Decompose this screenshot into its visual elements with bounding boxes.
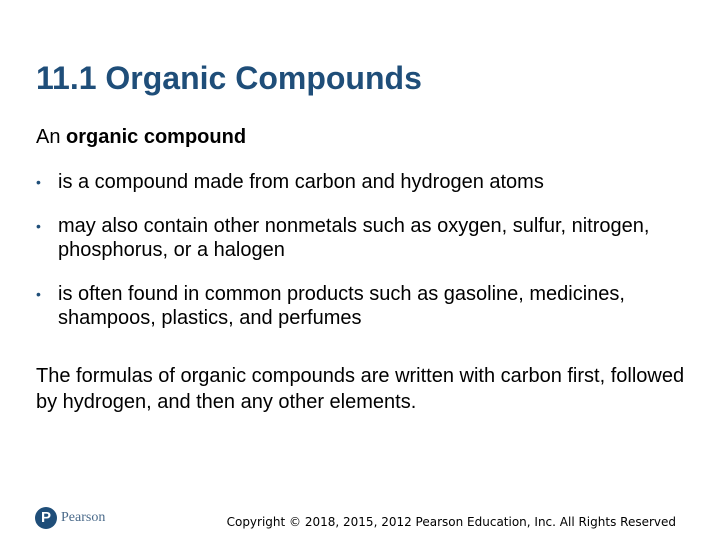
- bullet-text: may also contain other nonmetals such as oxygen, sulfur, nitrogen, phosphorus, or a halogen: [58, 215, 650, 261]
- bullet-item: [36, 282, 696, 330]
- bullet-item: [36, 170, 696, 194]
- bullet-text: is often found in common products such as gasoline, medicines, shampoos, plastics, and perfumes: [58, 283, 625, 329]
- bullet-text: is a compound made from carbon and hydrogen atoms: [58, 171, 544, 193]
- bullet-list: [36, 170, 696, 350]
- bullet-dot-icon: •: [36, 218, 41, 234]
- intro-prefix: An: [36, 126, 67, 148]
- bullet-item: [36, 214, 696, 262]
- pearson-logo: [35, 505, 105, 530]
- copyright-notice: Copyright © 2018, 2015, 2012 Pearson Education, Inc. All Rights Reserved: [226, 515, 676, 529]
- slide-title: 11.1 Organic Compounds: [36, 60, 422, 96]
- closing-paragraph: The formulas of organic compounds are written with carbon first, followed by hydrogen, and then any other elements.: [36, 365, 685, 413]
- bullet-dot-icon: •: [36, 174, 41, 190]
- pearson-logo-icon: P: [35, 507, 57, 529]
- bullet-dot-icon: •: [36, 286, 41, 302]
- pearson-logo-text: Pearson: [61, 509, 106, 525]
- intro-line: [36, 124, 246, 150]
- intro-term: organic compound: [66, 126, 247, 148]
